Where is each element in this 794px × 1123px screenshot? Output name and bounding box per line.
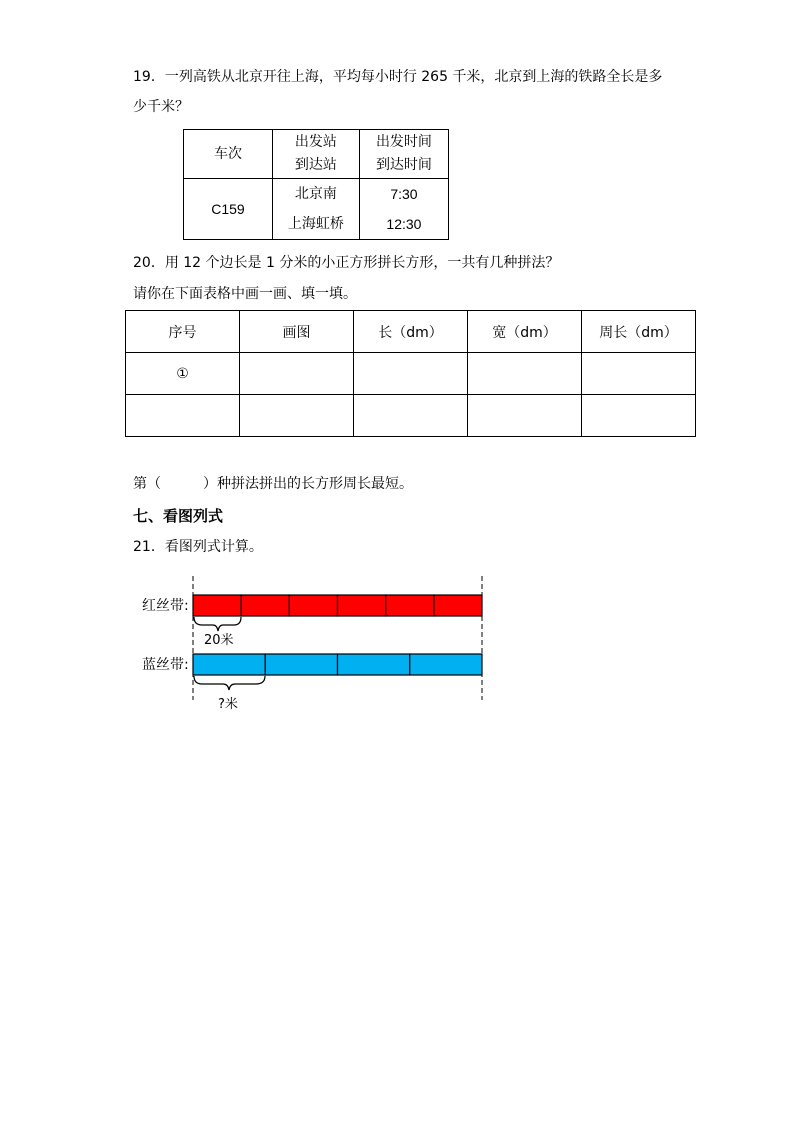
- table-row: [184, 130, 449, 179]
- table-row: [126, 311, 696, 353]
- cell-drawing[interactable]: [240, 395, 354, 437]
- cell-index[interactable]: [126, 395, 240, 437]
- header-arrive-time: 到达时间: [375, 157, 432, 173]
- cell-width[interactable]: [468, 395, 582, 437]
- header-depart-time: 出发时间: [375, 134, 432, 150]
- blue-ribbon-segment: [410, 654, 482, 675]
- red-ribbon-label: 红丝带:: [142, 598, 189, 614]
- cell-stations: [272, 179, 359, 240]
- header-depart-station: 出发站: [294, 134, 337, 150]
- header-drawing: 画图: [240, 311, 354, 353]
- cell-width[interactable]: [468, 353, 582, 395]
- table-row: [184, 179, 449, 240]
- red-ribbon-segment: [241, 595, 289, 616]
- cell-arrive-time: 12:30: [386, 216, 422, 232]
- blue-segment-value: ?米: [218, 697, 238, 712]
- cell-times: [359, 179, 448, 240]
- cell-depart-station: 北京南: [294, 186, 337, 202]
- red-ribbon-segment: [193, 595, 241, 616]
- arrangement-table: [125, 310, 696, 437]
- train-schedule-table: [183, 129, 449, 240]
- header-index: 序号: [126, 311, 240, 353]
- cell-length[interactable]: [354, 395, 468, 437]
- header-train-no: 车次: [184, 130, 273, 179]
- header-width: 宽（dm）: [468, 311, 582, 353]
- q20-text-line2: 请你在下面表格中画一画、填一填。: [133, 286, 357, 302]
- header-arrive-station: 到达站: [294, 157, 337, 173]
- cell-drawing[interactable]: [240, 353, 354, 395]
- ribbon-diagram: [130, 572, 490, 712]
- red-ribbon-segment: [338, 595, 386, 616]
- red-ribbon-segment: [386, 595, 434, 616]
- cell-index: ①: [126, 353, 240, 395]
- red-ribbon-bar: [193, 595, 482, 616]
- cell-depart-time: 7:30: [390, 186, 418, 202]
- blue-ribbon-segment: [265, 654, 337, 675]
- header-times: [359, 130, 448, 179]
- q20-answer-line: 第（ ）种拼法拼出的长方形周长最短。: [133, 476, 413, 492]
- blue-ribbon-segment: [193, 654, 265, 675]
- red-brace: [194, 617, 241, 631]
- section-7-title: 七、看图列式: [133, 507, 224, 525]
- blue-ribbon-segment: [338, 654, 410, 675]
- red-ribbon-segment: [434, 595, 482, 616]
- cell-perimeter[interactable]: [582, 353, 696, 395]
- cell-train-no: C159: [184, 179, 273, 240]
- q20-text-line1: 20．用 12 个边长是 1 分米的小正方形拼长方形，一共有几种拼法？: [133, 255, 560, 271]
- header-perimeter: 周长（dm）: [582, 311, 696, 353]
- header-length: 长（dm）: [354, 311, 468, 353]
- red-ribbon-segment: [289, 595, 337, 616]
- blue-ribbon-bar: [193, 654, 482, 675]
- q19-text-line2: 少千米？: [133, 99, 189, 115]
- cell-length[interactable]: [354, 353, 468, 395]
- q21-title: 21．看图列式计算。: [133, 539, 263, 555]
- blue-brace: [194, 676, 265, 690]
- red-segment-value: 20米: [204, 633, 234, 648]
- table-row: [126, 395, 696, 437]
- blue-ribbon-label: 蓝丝带:: [142, 657, 189, 673]
- header-stations: [272, 130, 359, 179]
- q19-text-line1: 19．一列高铁从北京开往上海，平均每小时行 265 千米，北京到上海的铁路全长是多: [133, 69, 663, 85]
- cell-arrive-station: 上海虹桥: [287, 216, 344, 232]
- cell-perimeter[interactable]: [582, 395, 696, 437]
- table-row: [126, 353, 696, 395]
